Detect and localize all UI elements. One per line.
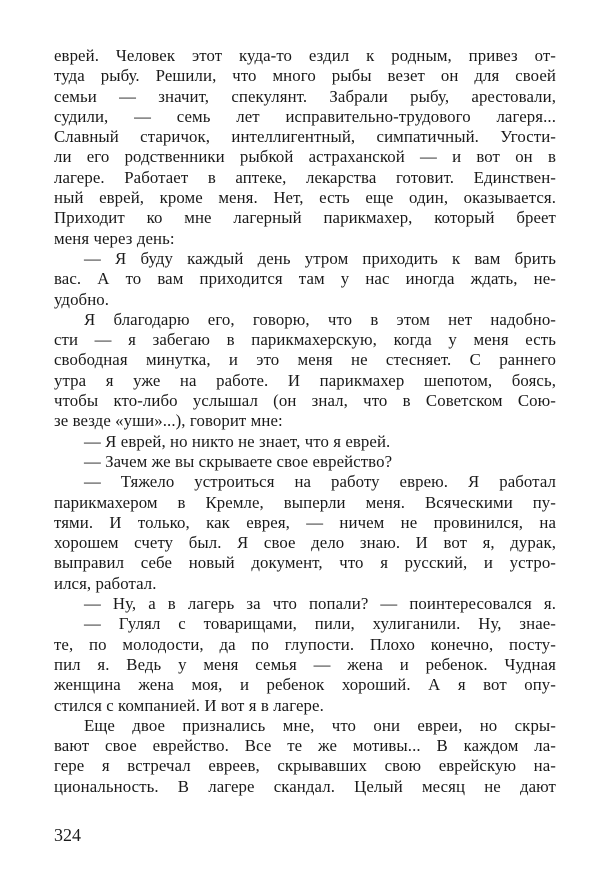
text-line: — Зачем же вы скрываете свое еврейство? — [84, 451, 393, 471]
text-line: сти — я забегаю в парикмахерскую, когда у меня есть — [54, 330, 556, 350]
text-line: — Тяжело устроиться на работу еврею. Я работал — [84, 472, 556, 492]
text-line: выправил себе новый документ, что я русский, и устро- — [54, 553, 556, 573]
text-line: ли его родственники рыбкой астраханской — и вот он в — [54, 147, 556, 167]
text-line: чтобы кто-либо услышал (он знал, что в Советском Сою- — [54, 391, 556, 411]
text-line: туда рыбу. Решили, что много рыбы везет он для своей — [54, 66, 556, 86]
text-line: судили, — семь лет исправительно-трудового лагеря... — [54, 106, 556, 126]
text-line: меня через день: — [54, 228, 175, 248]
text-line: — Я еврей, но никто не знает, что я еврей. — [84, 431, 391, 451]
text-line: хорошем счету был. Я свое дело знаю. И вот я, дурак, — [54, 533, 556, 553]
text-line: парикмахером в Кремле, выперли меня. Всяческими пу- — [54, 492, 556, 512]
text-line: утра я уже на работе. И парикмахер шепотом, боясь, — [54, 370, 556, 390]
text-line: зе везде «уши»...), говорит мне: — [54, 411, 283, 431]
text-line: ный еврей, кроме меня. Нет, есть еще один, оказывается. — [54, 188, 556, 208]
text-line: пил я. Ведь у меня семья — жена и ребенок. Чудная — [54, 654, 556, 674]
text-line: — Ну, а в лагерь за что попали? — поинтересовался я. — [84, 594, 556, 614]
text-line: тями. И только, как еврея, — ничем не провинился, на — [54, 512, 556, 532]
text-line: Я благодарю его, говорю, что в этом нет надобно- — [84, 309, 556, 329]
text-line: женщина жена моя, и ребенок хороший. А я вот опу- — [54, 675, 556, 695]
text-line: Приходит ко мне лагерный парикмахер, который бреет — [54, 208, 556, 228]
text-line: гере я встречал евреев, скрывавших свою еврейскую на- — [54, 756, 556, 776]
text-line: вас. А то вам приходится там у нас иногда ждать, не- — [54, 269, 556, 289]
page-text — [54, 46, 556, 797]
text-line: те, по молодости, да по глупости. Плохо конечно, посту- — [54, 634, 556, 654]
text-line: Славный старичок, интеллигентный, симпатичный. Угости- — [54, 127, 556, 147]
text-line: стился с компанией. И вот я в лагере. — [54, 695, 324, 715]
text-line: удобно. — [54, 289, 110, 309]
page-number: 324 — [54, 825, 81, 845]
text-line: свободная минутка, и это меня не стесняет. С раннего — [54, 350, 556, 370]
text-line: вают свое еврейство. Все те же мотивы... В каждом ла- — [54, 736, 556, 756]
text-line: еврей. Человек этот куда-то ездил к родным, привез от- — [54, 46, 556, 65]
text-line: лагере. Работает в аптеке, лекарства готовит. Единствен- — [54, 167, 556, 187]
text-line: ился, работал. — [54, 573, 157, 593]
text-line: — Я буду каждый день утром приходить к вам брить — [84, 248, 556, 268]
text-line: — Гулял с товарищами, пили, хулиганили. Ну, знае- — [84, 614, 556, 634]
text-line: циональность. В лагере скандал. Целый месяц не дают — [54, 776, 556, 796]
text-line: Еще двое признались мне, что они евреи, но скры- — [84, 715, 556, 735]
text-line: семьи — значит, спекулянт. Забрали рыбу, арестовали, — [54, 86, 556, 106]
